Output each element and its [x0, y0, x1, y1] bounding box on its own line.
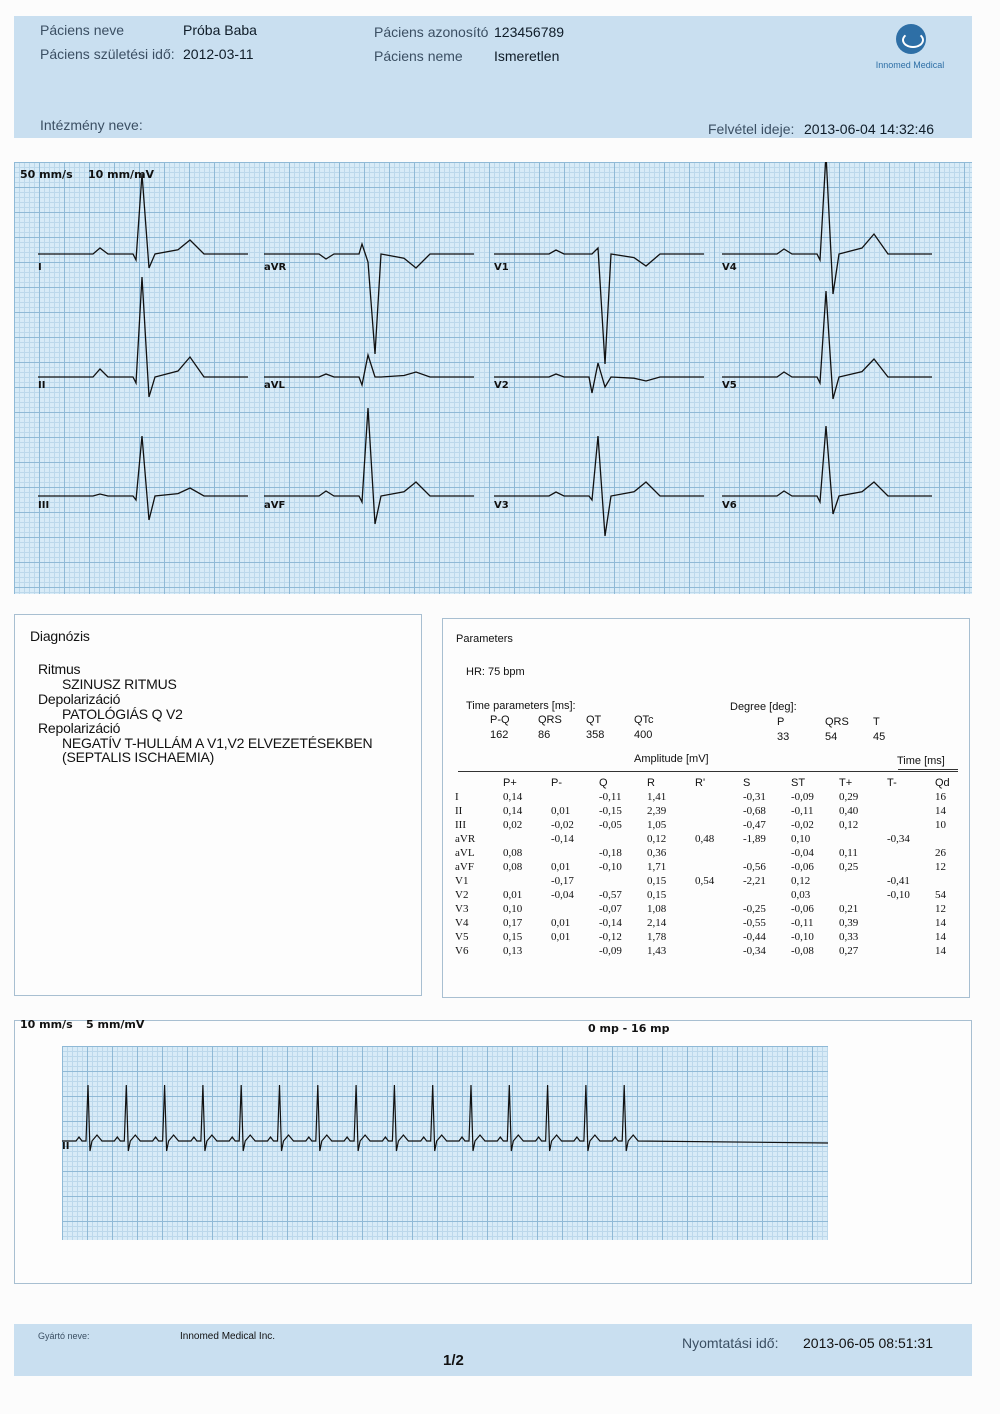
amp-cell: 1,43 [647, 945, 667, 957]
amp-cell [695, 902, 743, 916]
amp-cell: -0,02 [791, 819, 814, 831]
amp-cell [695, 860, 743, 874]
amp-cell [503, 874, 551, 888]
diagnosis-title: Diagnózis [30, 628, 90, 644]
amp-cell: 0,25 [839, 861, 859, 873]
rhythm-trace [62, 1046, 828, 1240]
amp-cell [887, 804, 935, 818]
amplitude-table [455, 776, 965, 958]
amp-cell: -0,14 [551, 833, 574, 845]
amp-cell: 2,39 [647, 805, 667, 817]
amp-cell: -0,14 [599, 917, 622, 929]
amp-cell [599, 832, 647, 846]
amp-col-header: P- [551, 777, 562, 789]
degree-header-t: T [873, 716, 880, 728]
amp-cell: 14 [935, 805, 946, 817]
manufacturer-label: Gyártó neve: [38, 1331, 90, 1341]
amp-lead-name: I [455, 791, 459, 803]
amp-cell: 0,15 [503, 931, 523, 943]
amp-cell: -0,06 [791, 903, 814, 915]
amp-cell: 14 [935, 945, 946, 957]
amp-col-header: T+ [839, 777, 853, 789]
amp-cell: 0,36 [647, 847, 667, 859]
rhythm-value: SZINUSZ RITMUS [62, 676, 177, 692]
amp-cell: 1,71 [647, 861, 667, 873]
time-value-qtc: 400 [634, 729, 653, 741]
amp-cell: -0,56 [743, 861, 766, 873]
amp-table-row [455, 790, 965, 804]
amp-cell [887, 790, 935, 804]
amp-cell: 10 [935, 819, 946, 831]
amp-cell: -0,11 [599, 791, 622, 803]
amp-lead-name: V5 [455, 931, 469, 943]
amp-cell: -0,11 [791, 805, 814, 817]
amp-cell: 2,14 [647, 917, 667, 929]
amp-cell: 0,14 [503, 805, 523, 817]
ecg-trace-aVL [264, 355, 474, 385]
amp-cell: 0,39 [839, 917, 859, 929]
ecg-trace-II [38, 277, 248, 397]
amp-cell: 0,01 [551, 931, 571, 943]
amp-cell: -0,41 [887, 875, 910, 887]
amp-lead-name: V1 [455, 875, 469, 887]
amp-cell: -0,06 [791, 861, 814, 873]
amp-cell: 1,08 [647, 903, 667, 915]
amp-cell [599, 874, 647, 888]
rhythm-label: Ritmus [38, 661, 81, 677]
ecg-trace-III [38, 436, 248, 520]
amp-cell: 0,01 [551, 805, 571, 817]
amp-cell [839, 832, 887, 846]
amp-col-header: ST [791, 777, 806, 789]
amp-cell [695, 888, 743, 902]
amp-cell [695, 790, 743, 804]
amp-cell: -0,09 [599, 945, 622, 957]
amp-cell: 16 [935, 791, 946, 803]
amplitude-title: Amplitude [mV] [634, 753, 709, 765]
patient-sex: Ismeretlen [494, 48, 560, 64]
time-header-pq: P-Q [490, 714, 510, 726]
amp-cell: 0,01 [503, 889, 523, 901]
amp-cell: -0,04 [791, 847, 814, 859]
recording-time-label: Felvétel ideje: [708, 121, 795, 137]
rhythm-lead-label: II [62, 1141, 70, 1152]
amp-col-header: Qd [935, 777, 950, 789]
amp-cell [887, 930, 935, 944]
rhythm-speed: 10 mm/s [20, 1018, 73, 1031]
amp-cell [935, 874, 965, 888]
amp-cell [887, 916, 935, 930]
print-time: 2013-06-05 08:51:31 [803, 1335, 933, 1351]
amp-table-row [455, 944, 965, 958]
amp-cell: -0,11 [791, 917, 814, 929]
ecg-speed: 50 mm/s [20, 168, 73, 181]
amp-col-header: Q [599, 777, 608, 789]
amp-table-row [455, 888, 965, 902]
amp-cell: 0,15 [647, 889, 667, 901]
time-params-title: Time parameters [ms]: [466, 700, 576, 712]
repolarization-value: NEGATÍV T-HULLÁM A V1,V2 ELVEZETÉSEKBEN [62, 735, 373, 751]
amp-table-row [455, 902, 965, 916]
amp-cell: -0,68 [743, 805, 766, 817]
amp-cell: -0,18 [599, 847, 622, 859]
amp-cell: 0,14 [503, 791, 523, 803]
amp-col-header: P+ [503, 777, 517, 789]
time-header-qtc: QTc [634, 714, 654, 726]
rhythm-time-range: 0 mp - 16 mp [588, 1022, 670, 1035]
amp-col-header: R' [695, 777, 706, 789]
amp-table-row [455, 818, 965, 832]
amp-cell: 12 [935, 903, 946, 915]
amp-cell: -0,25 [743, 903, 766, 915]
rhythm-strip-grid [62, 1046, 828, 1240]
ecg-trace-aVR [264, 244, 474, 354]
institution-label: Intézmény neve: [40, 117, 143, 133]
ecg-trace-V3 [494, 436, 704, 536]
amp-lead-name: III [455, 819, 466, 831]
amp-cell [887, 846, 935, 860]
lead-label-III: III [38, 500, 50, 511]
amp-cell: -0,12 [599, 931, 622, 943]
amp-cell: -0,05 [599, 819, 622, 831]
time-header-qt: QT [586, 714, 602, 726]
amp-cell [887, 902, 935, 916]
amp-cell: 0,21 [839, 903, 859, 915]
time-value-qrs: 86 [538, 729, 551, 741]
time-divider [898, 769, 958, 770]
amp-cell: 14 [935, 917, 946, 929]
amp-lead-name: V2 [455, 889, 469, 901]
time-value-qt: 358 [586, 729, 605, 741]
amp-cell: -0,09 [791, 791, 814, 803]
amp-cell: -0,17 [551, 875, 574, 887]
amp-cell: 0,17 [503, 917, 523, 929]
amp-cell: 0,15 [647, 875, 667, 887]
amp-cell: -0,02 [551, 819, 574, 831]
amp-cell: 0,08 [503, 861, 523, 873]
amp-cell: -0,31 [743, 791, 766, 803]
amp-cell: 1,78 [647, 931, 667, 943]
amp-cell [695, 818, 743, 832]
amp-cell: 54 [935, 889, 946, 901]
amp-cell: 0,01 [551, 917, 571, 929]
amp-cell: -0,34 [743, 945, 766, 957]
lead-label-V3: V3 [494, 500, 509, 511]
amp-cell: 0,12 [839, 819, 859, 831]
lead-label-aVL: aVL [264, 380, 285, 391]
repolarization-label: Repolarizáció [38, 720, 121, 736]
amp-cell [743, 846, 791, 860]
lead-label-aVF: aVF [264, 500, 286, 511]
amp-lead-name: V4 [455, 917, 469, 929]
amp-cell: 26 [935, 847, 946, 859]
amp-cell: -0,07 [599, 903, 622, 915]
ecg-trace-I [38, 174, 248, 268]
amp-lead-name: aVL [455, 847, 475, 859]
amp-table-row [455, 804, 965, 818]
rhythm-trace-II [62, 1085, 828, 1151]
amp-table-row [455, 930, 965, 944]
degree-header-qrs: QRS [825, 716, 849, 728]
time-value-pq: 162 [490, 729, 509, 741]
amp-cell: 0,08 [503, 847, 523, 859]
amp-cell: 0,02 [503, 819, 523, 831]
amp-cell: -0,15 [599, 805, 622, 817]
amp-cell: -0,10 [791, 931, 814, 943]
amp-cell [887, 818, 935, 832]
amp-cell: -0,08 [791, 945, 814, 957]
ecg-trace-V2 [494, 363, 704, 393]
amp-cell [695, 944, 743, 958]
amp-cell: 0,01 [551, 861, 571, 873]
time-header-qrs: QRS [538, 714, 562, 726]
amp-table-row [455, 832, 965, 846]
birth-date-label: Páciens születési idő: [40, 46, 175, 62]
amp-lead-name: V3 [455, 903, 469, 915]
amp-cell [887, 944, 935, 958]
time-unit: Time [ms] [897, 755, 945, 767]
amp-col-header: R [647, 777, 655, 789]
amp-cell: 1,41 [647, 791, 667, 803]
lead-label-aVR: aVR [264, 262, 287, 273]
amp-cell: 0,10 [503, 903, 523, 915]
amp-table-row [455, 874, 965, 888]
recording-time: 2013-06-04 14:32:46 [804, 121, 934, 137]
amp-cell: 0,12 [647, 833, 667, 845]
page-number: 1/2 [443, 1352, 464, 1369]
amp-col-header [455, 776, 503, 790]
amp-cell: -0,10 [599, 861, 622, 873]
ecg-traces [14, 162, 972, 594]
birth-date: 2012-03-11 [183, 46, 254, 62]
amp-lead-name: V6 [455, 945, 469, 957]
amp-cell: 0,11 [839, 847, 858, 859]
degree-value-t: 45 [873, 731, 886, 743]
amp-cell [839, 874, 887, 888]
ecg-trace-aVF [264, 408, 474, 524]
amp-cell: -2,21 [743, 875, 766, 887]
amp-cell: 0,03 [791, 889, 811, 901]
depolarization-label: Depolarizáció [38, 691, 121, 707]
amp-cell: -0,44 [743, 931, 766, 943]
amp-cell: 14 [935, 931, 946, 943]
lead-label-V4: V4 [722, 262, 737, 273]
amp-cell: -0,55 [743, 917, 766, 929]
amp-cell: -0,34 [887, 833, 910, 845]
amp-cell: -0,04 [551, 889, 574, 901]
amp-cell: 0,33 [839, 931, 859, 943]
ecg-trace-V5 [722, 291, 932, 399]
lead-label-V2: V2 [494, 380, 509, 391]
parameters-title: Parameters [456, 633, 513, 645]
amp-cell [935, 832, 965, 846]
amp-cell: 0,54 [695, 875, 715, 887]
amp-cell [551, 790, 599, 804]
ecg-12-lead-panel [14, 162, 972, 594]
rhythm-gain: 5 mm/mV [86, 1018, 145, 1031]
amplitude-divider [458, 771, 958, 772]
amp-cell: 0,29 [839, 791, 859, 803]
print-time-label: Nyomtatási idő: [682, 1335, 779, 1351]
heart-rate: HR: 75 bpm [466, 666, 525, 678]
sex-label: Páciens neme [374, 48, 463, 64]
amp-col-header: T- [887, 777, 897, 789]
amp-cell [743, 888, 791, 902]
amp-cell [695, 916, 743, 930]
logo-text: Innomed Medical [875, 60, 945, 70]
amp-cell: -0,57 [599, 889, 622, 901]
depolarization-value: PATOLÓGIÁS Q V2 [62, 706, 183, 722]
patient-id-label: Páciens azonosító [374, 24, 489, 40]
patient-name-label: Páciens neve [40, 22, 125, 38]
amp-cell [695, 930, 743, 944]
amp-cell [695, 804, 743, 818]
amp-cell: 0,27 [839, 945, 859, 957]
amp-cell [551, 846, 599, 860]
lead-label-V1: V1 [494, 262, 509, 273]
amp-cell: 0,48 [695, 833, 715, 845]
innomed-logo [872, 24, 948, 74]
amp-cell: 1,05 [647, 819, 667, 831]
lead-label-V6: V6 [722, 500, 737, 511]
repolarization-note: (SEPTALIS ISCHAEMIA) [62, 749, 215, 765]
degree-header-p: P [777, 716, 785, 728]
ecg-trace-V4 [722, 162, 932, 294]
amp-cell [551, 902, 599, 916]
amp-cell [839, 888, 887, 902]
amp-table-row [455, 846, 965, 860]
amp-lead-name: aVR [455, 833, 476, 845]
degree-title: Degree [deg]: [730, 701, 797, 713]
lead-label-I: I [38, 262, 42, 273]
degree-value-p: 33 [777, 731, 790, 743]
amp-table-row [455, 916, 965, 930]
manufacturer: Innomed Medical Inc. [180, 1331, 276, 1342]
patient-name: Próba Baba [183, 22, 257, 38]
amp-cell: 0,12 [791, 875, 811, 887]
amp-cell: 12 [935, 861, 946, 873]
amp-cell: 0,10 [791, 833, 811, 845]
ecg-trace-V1 [494, 248, 704, 364]
amplitude-table-header [455, 776, 965, 790]
amp-cell: -0,47 [743, 819, 766, 831]
amp-cell [551, 944, 599, 958]
amp-lead-name: II [455, 805, 463, 817]
degree-value-qrs: 54 [825, 731, 838, 743]
innomed-logo-icon [896, 24, 926, 54]
amp-cell: 0,13 [503, 945, 523, 957]
amp-table-row [455, 860, 965, 874]
amp-cell [503, 832, 551, 846]
amp-col-header: S [743, 777, 751, 789]
amp-cell: -1,89 [743, 833, 766, 845]
ecg-trace-V6 [722, 426, 932, 514]
amp-cell: -0,10 [887, 889, 910, 901]
amp-cell [887, 860, 935, 874]
patient-id: 123456789 [494, 24, 565, 40]
ecg-gain: 10 mm/mV [88, 168, 155, 181]
amp-cell: 0,40 [839, 805, 859, 817]
lead-label-V5: V5 [722, 380, 737, 391]
lead-label-II: II [38, 380, 46, 391]
amp-cell [695, 846, 743, 860]
amp-lead-name: aVF [455, 861, 474, 873]
patient-header [14, 16, 972, 138]
